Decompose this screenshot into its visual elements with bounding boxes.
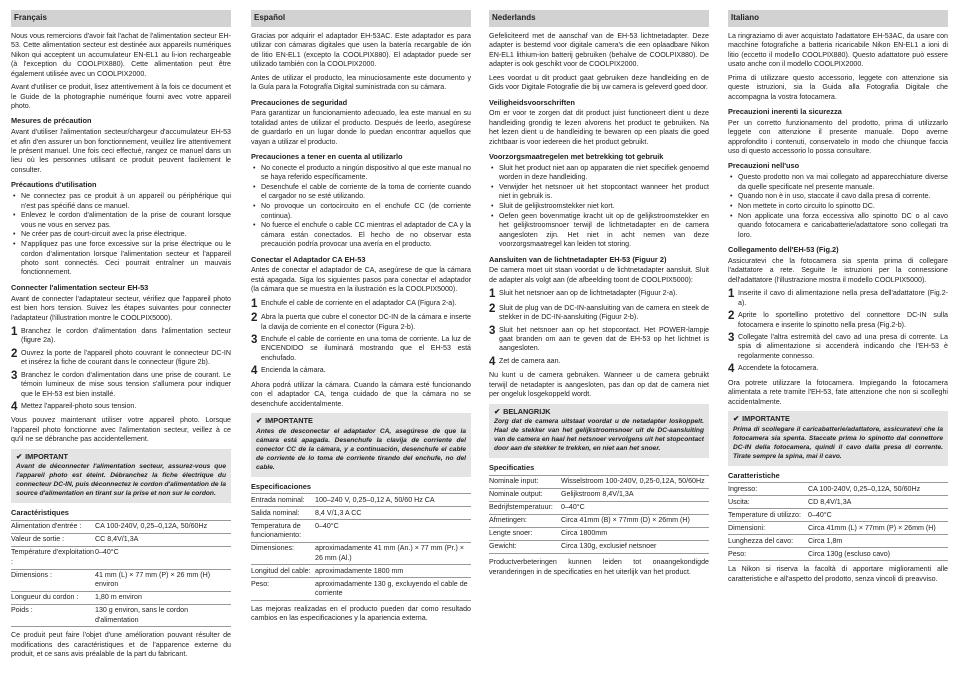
section-text: Avant de connecter l'adaptateur secteur, vérifiez que l'appareil photo est bien hors tension. Suivez les étapes suivantes pour connecter l'adaptateur (l'illustration montre le COOLPIX5000). [11,294,231,322]
section-heading: Aansluiten van de lichtnetadapter EH-53 (Figuur 2) [489,254,667,264]
table-row [11,569,231,591]
list-item: • No conecte el producto a ningún dispositivo al que este manual no se haya referido específicamente. [251,164,471,183]
spec-key: Afmetingen: [489,516,527,525]
spec-key: Nominale input: [489,477,539,486]
step-item [11,402,231,414]
spec-value: Circa 1800mm [561,529,608,538]
section-heading: Collegamento dell'EH-53 (Fig.2) [728,245,839,255]
list-item: • Sluit het product niet aan op apparaten die niet specifiek genoemd worden in deze handleiding. [489,164,709,183]
step-number: 3 [251,334,258,347]
table-row [11,546,231,568]
step-item [11,327,231,346]
table-row [11,591,231,604]
table-row [728,508,948,521]
spec-value: CD 8,4V/1,3A [808,497,852,506]
spec-key: Longitud del cable: [251,566,311,575]
section-text: Nu kunt u de camera gebruiken. Wanneer u de camera gebruikt terwijl de netadapter is aangesloten, pas dan op dat de camera niet per ongeluk losgekoppeld wordt. [489,371,709,399]
step-number: 4 [251,365,258,378]
table-row [489,475,709,488]
step-item [11,349,231,368]
spec-value: Circa 41mm (L) × 77mm (P) × 26mm (H) [808,523,936,532]
spec-table [728,482,948,561]
step-item [728,289,948,308]
table-row [489,514,709,527]
spec-value: CA 100-240V, 0,25–0,12A, 50/60Hz [808,484,921,493]
list-item: • Questo prodotto non va mai collegato ad apparecchiature diverse da quelle specificate nel presente manuale. [728,173,948,192]
step-text: Branchez le cordon d'alimentation dans l'alimentation secteur (figure 2a). [21,326,231,345]
spec-key: Dimensioni: [728,523,766,532]
list-item: • No provoque un cortocircuito en el enchufe CC (de corriente continua). [251,202,471,221]
section-text: Per un corretto funzionamento del prodotto, prima di utilizzarlo leggete con attenzione il presente manuale. Dopo averne approfondito i contenuti, conservatelo in modo che chiunque faccia uso di questo accessorio lo possa consultare. [728,118,948,156]
spec-value: aproximadamente 130 g, excluyendo el cable de corriente [315,579,468,598]
table-row [251,506,471,519]
important-title: IMPORTANTE [742,414,790,423]
spec-value: CC 8,4V/1,3A [95,535,139,544]
table-row [489,501,709,514]
footer-text: Ce produit peut faire l'objet d'une amélioration pouvant résulter de modifications des caractéristiques et de l'apparence externe du produit, et ce sans avis préalable de la part du fabricant. [11,631,231,659]
step-text: Branchez le cordon d'alimentation dans une prise de courant. Le témoin lumineux de mise sous tension s'allumera pour indiquer que le EH-53 est bien installé. [21,370,231,398]
list-item: • Quando non è in uso, staccate il cavo dalla presa di corrente. [728,192,948,201]
spec-value: 41 mm (L) × 77 mm (P) × 26 mm (H) environ [95,570,211,589]
spec-key: Peso: [728,549,747,558]
intro-paragraph: Prima di utilizzare questo accessorio, leggete con attenzione sia queste istruzioni, sia la Guida alla Fotografia Digitale che accompagna la vostra fotocamera. [728,73,948,101]
important-box [728,411,948,466]
checkmark-icon: ✔ [16,451,23,461]
step-number: 2 [11,347,18,360]
step-number: 1 [11,325,18,338]
step-text: Accendete la fotocamera. [738,364,819,373]
spec-key: Peso: [251,579,270,588]
step-number: 4 [489,355,496,368]
section-heading: Precauciones de seguridad [251,97,348,107]
important-box [489,404,709,459]
section-text: Assicuratevi che la fotocamera sia spenta prima di collegare l'adattatore a rete. Seguite le istruzioni per la connessione dell'adattatore (l'illustrazione mostra il modello COOLPIX5000). [728,257,948,284]
important-text: Avant de déconnecter l'alimentation secteur, assurez-vous que l'appareil photo est éteint. Débranchez la fiche électrique du connecteur DC-IN, puis déconnectez le cordon d'alimentation de la source d'alimentation en tirant sur la prise et non sur le cordon. [16,463,226,498]
intro-paragraph: La ringraziamo di aver acquistato l'adattatore EH-53AC, da usare con macchine fotografiche a batteria ricaricabile Nikon EN-EL1 a ioni di litio (eccetto il modello COOLPIX880). Questo adattatore può essere usato anche con il modello COOLPIX2000. [728,32,948,69]
spec-value: 130 g environ, sans le cordon d'alimentation [95,606,189,624]
table-row [251,493,471,506]
section-text: Antes de conectar el adaptador de CA, asegúrese de que la cámara está apagada. Siga los siguientes pasos para conectar el adaptador (la cámara que se muestra en la ilustración es la COOLPIX5000). [251,266,471,294]
step-item [489,326,709,354]
table-row [489,540,709,554]
spec-table [11,520,231,627]
language-header: Español [251,10,471,27]
step-text: Sluit het netsnoer aan op het stopcontact. Het POWER-lampje gaat branden om aan te geven dat de EH-53 op het lichtnet is aangesloten. [499,325,709,353]
language-header: Nederlands [489,10,709,27]
section-heading: Precauciones a tener en cuenta al utilizarlo [251,152,403,162]
spec-value: Circa 41mm (B) × 77mm (D) × 26mm (H) [561,516,690,525]
section-heading: Precauzioni nell'uso [728,161,800,171]
step-number: 3 [11,369,18,382]
list-item: • Enlevez le cordon d'alimentation de la prise de courant lorsque vous ne vous en servez pas. [11,211,231,230]
step-text: Ouvrez la porte de l'appareil photo couvrant le connecteur DC-IN et insérez la fiche de courant dans le connecteur (figure 2b). [21,348,231,367]
step-text: Abra la puerta que cubre el conector DC-IN de la cámara e inserte la clavija de corriente en el conector (Figura 2-b). [261,313,471,331]
section-heading: Veiligheidsvoorschriften [489,97,575,107]
step-number: 2 [251,312,258,325]
step-item [251,366,471,378]
spec-value: aproximadamente 1800 mm [315,566,404,575]
intro-paragraph: Lees voordat u dit product gaat gebruiken deze handleiding en de Gids voor Digitale Fotografie die bij uw camera is geleverd goed door. [489,73,709,92]
list-item: • N'appliquez pas une force excessive sur la prise électrique ou le cordon d'alimentation lorsque l'alimentation secteur et l'appareil photo sont connectés. Ceci pourrait entraîner un mauvais fonctionnement. [11,240,231,278]
section-heading: Connecter l'alimentation secteur EH-53 [11,282,149,292]
column-francais [11,10,231,664]
list-item: • No fuerce el enchufe o cable CC mientras el adaptador de CA y la cámara están conectados. El hecho de no observar esta precaución podría provocar una avería en el producto. [251,221,471,249]
spec-key: Entrada nominal: [251,495,305,504]
table-row [251,542,471,564]
list-item: • Desenchufe el cable de corriente de la toma de corriente cuando el cargador no se esté utilizando. [251,183,471,202]
spec-value: 1,80 m environ [95,593,142,602]
step-text: Inserite il cavo di alimentazione nella presa dell'adattatore (Fig.2-a). [738,289,948,307]
precaution-list [251,164,471,250]
checkmark-icon: ✔ [733,414,740,423]
step-item [728,333,948,361]
list-item: • Oefen geen bovenmatige kracht uit op de gelijkstroomstekker en het gelijkstroomsnoer terwijl de lichtnetadapter en de camera aangesloten zijn. Het niet in acht nemen van deze voorzorgsmaatregel kan leiden tot storing. [489,212,709,250]
step-number: 2 [728,310,735,323]
step-text: Enchufe el cable de corriente en una toma de corriente. La luz de ENCENDIDO se iluminará mostrando que el EH-53 está enchufado. [261,335,471,362]
section-text: Om er voor te zorgen dat dit product juist functioneert dient u deze handleiding grondig te lezen alvorens het product te gebruiken. Na het lezen dient u de handleiding te bewaren op een plaats die goed zichtbaar is voor iedereen die het product gebruikt. [489,109,709,146]
step-number: 4 [728,363,735,376]
step-number: 1 [728,288,735,301]
section-heading: Mesures de précaution [11,116,92,126]
step-item [251,335,471,363]
step-text: Enchufe el cable de corriente en el adaptador CA (Figura 2-a). [261,298,457,307]
step-item [489,357,709,369]
precaution-list [11,192,231,278]
table-row [489,488,709,501]
spec-value: 0–40°C [95,548,119,557]
intro-paragraph: Gefeliciteerd met de aanschaf van de EH-53 lichtnetadapter. Deze adapter is bestemd voor digitale camera's die een oplaadbare Nikon EN-EL1 lithium-ion batterij gebruiken (behalve de COOLPIX880). De adapter is ook geschikt voor de COOLPIX2000. [489,32,709,69]
spec-value: 0–40°C [315,521,339,530]
spec-table [251,493,471,600]
intro-paragraph: Avant d'utiliser ce produit, lisez attentivement à la fois ce document et le Guide de la photographie numérique fourni avec votre appareil photo. [11,83,231,110]
spec-key: Temperatura de funcionamiento: [251,521,302,540]
spec-value: 0–40°C [808,510,832,519]
table-row [11,520,231,533]
spec-table [489,475,709,554]
spec-key: Salida nominal: [251,508,300,517]
precaution-list [728,173,948,240]
step-text: Sluit de plug van de DC-IN-aansluiting van de camera en steek de stekker in de DC-IN-aansluiting (Figuur 2-b). [499,303,709,322]
spec-value: aproximadamente 41 mm (An.) × 77 mm (Pr.) × 26 mm (Al.) [315,544,465,562]
intro-paragraph: Nous vous remercions d'avoir fait l'achat de l'alimentation secteur EH-53. Cette alimentation secteur est destinée aux appareils numériques Nikon qui acceptent un accumulateur EN-EL1 au li-ion rechargeable (à l'exception du COOLPIX880). Cette alimentation peut être également utilisée avec un COOLPIX2000. [11,32,231,78]
list-item: • Non mettete in corto circuito lo spinotto DC. [728,202,948,211]
step-item [251,313,471,332]
spec-value: Circa 130g, exclusief netsnoer [561,542,657,551]
spec-key: Dimensions : [11,570,53,579]
section-text: Vous pouvez maintenant utiliser votre appareil photo. Lorsque l'appareil photo fonctionne avec l'alimentation secteur, veillez à ce qu'il ne se débranche pas accidentellement. [11,416,231,444]
step-number: 1 [489,288,496,301]
list-item: • Verwijder het netsnoer uit het stopcontact wanneer het product niet in gebruik is. [489,183,709,202]
step-item [728,311,948,330]
footer-text: La Nikon si riserva la facoltà di apportare miglioramenti alle caratteristiche e all'aspetto del prodotto, senza vincoli di preavviso. [728,565,948,583]
intro-paragraph: Antes de utilizar el producto, lea minuciosamente este documento y la Guía para la Fotografía Digital suministrada con su cámara. [251,73,471,92]
spec-key: Lengte snoer: [489,529,533,538]
step-item [489,304,709,323]
spec-key: Gewicht: [489,542,517,551]
step-text: Mettez l'appareil-photo sous tension. [21,401,137,410]
table-row [728,547,948,561]
section-heading: Specificaties [489,463,535,473]
important-box [251,413,471,476]
spec-key: Dimensiones: [251,544,294,553]
footer-text: Productverbeteringen kunnen leiden tot onaangekondigde veranderingen in de specificaties en het uiterlijk van het product. [489,558,709,576]
section-heading: Conectar el Adaptador CA EH-53 [251,254,366,264]
step-number: 3 [728,331,735,344]
spec-value: Wisselstroom 100-240V, 0,25-0,12A, 50/60Hz [561,477,705,486]
step-item [251,299,471,311]
section-text: Para garantizar un funcionamiento adecuado, lea este manual en su totalidad antes de utilizar el producto. Después de leerlo, asegúrese de guardarlo en un lugar donde lo puedan encontrar aquellos que vayan a utilizar el producto. [251,109,471,146]
column-espanol [251,10,471,628]
column-italiano [728,10,948,588]
step-text: Zet de camera aan. [499,356,561,365]
spec-key: Lunghezza del cavo: [728,536,794,545]
spec-key: Bedrijfstemperatuur: [489,503,553,512]
section-text: Avant d'utiliser l'alimentation secteur/chargeur d'accumulateur EH-53 et afin d'en assurer un bon fonctionnement, veuillez lire attentivement le présent manuel. Une fois ceci effectué, rangez ce manuel dans un lieu où les personnes utilisant ce produit peuvent facilement le consulter. [11,128,231,174]
section-heading: Précautions d'utilisation [11,180,97,190]
list-item: • Non applicate una forza eccessiva allo spinotto DC o al cavo quando fotocamera e caricabatterie/adattatore sono collegati tra loro. [728,212,948,240]
spec-key: Temperature di utilizzo: [728,510,801,519]
list-item: • Sluit de gelijkstroomstekker niet kort. [489,202,709,211]
section-text: De camera moet uit staan voordat u de lichtnetadapter aansluit. Sluit de adapter als volgt aan (de afbeelding toont de COOLPIX5000): [489,266,709,284]
step-number: 4 [11,400,18,413]
important-title: IMPORTANT [25,451,68,461]
spec-key: Ingresso: [728,484,758,493]
checkmark-icon: ✔ [256,416,263,426]
spec-value: Gelijkstroom 8,4V/1,3A [561,490,634,499]
table-row [251,564,471,577]
spec-value: Circa 1,8m [808,536,843,545]
table-row [728,482,948,495]
list-item: • Ne connectez pas ce produit à un appareil ou périphérique qui n'est pas spécifié dans ce manuel. [11,192,231,211]
spec-value: 0–40°C [561,503,585,512]
important-box [11,449,231,504]
language-header: Français [11,10,231,27]
step-number: 2 [489,302,496,315]
step-text: Collegate l'altra estremità del cavo ad una presa di corrente. La spia di alimentazione si accenderà indicando che l'EH-53 è regolarmente connesso. [738,332,948,360]
step-item [728,364,948,376]
important-text: Prima di scollegare il caricabatterie/adattatore, assicuratevi che la fotocamera sia spenta. Staccate prima lo spinotto dal connettore DC-IN della fotocamera, quindi il cavo dalla presa di corrente. Tirate sempre la spina, mai il cavo. [733,425,943,460]
checkmark-icon: ✔ [494,406,501,416]
step-item [11,371,231,399]
step-text: Encienda la cámara. [261,366,326,375]
step-text: Sluit het netsnoer aan op de lichtnetadapter (Figuur 2-a). [499,289,678,298]
section-heading: Especificaciones [251,481,311,491]
important-title: IMPORTANTE [265,416,313,426]
step-number: 3 [489,324,496,337]
section-heading: Caratteristiche [728,470,780,480]
table-row [11,604,231,627]
section-text: Ora potrete utilizzare la fotocamera. Impiegando la fotocamera alimentata a rete tramite l'EH-53, fate attenzione che non si scolleghi accidentalmente. [728,378,948,406]
language-header: Italiano [728,10,948,27]
spec-value: Circa 130g (escluso cavo) [808,549,891,558]
spec-key: Valeur de sortie : [11,535,65,544]
column-nederlands [489,10,709,581]
table-row [489,527,709,540]
intro-paragraph: Gracias por adquirir el adaptador EH-53AC. Este adaptador es para utilizar con cámaras digitales que usen la batería recargable de ión de litio EN-EL1 (excepto la COOLPIX880). El adaptador puede ser utilizado también con la COOLPIX2000. [251,32,471,69]
spec-key: Longueur du cordon : [11,593,79,602]
important-text: Zorg dat de camera uitstaat voordat u de netadapter loskoppelt. Haal de stekker van het gelijkstroomsnoer uit de DC-aansluiting van de camera en haal het netsnoer vervolgens uit het stopcontact door aan de stekker te trekken, en niet aan het snoer. [494,418,704,453]
section-heading: Caractéristiques [11,508,69,518]
precaution-list [489,164,709,250]
important-title: BELANGRIJK [503,406,551,416]
spec-key: Nominale output: [489,490,543,499]
table-row [251,519,471,541]
footer-text: Las mejoras realizadas en el producto pueden dar como resultado cambios en las especificaciones y la apariencia externa. [251,604,471,623]
section-text: Ahora podrá utilizar la cámara. Cuando la cámara esté funcionando con el adaptador CA, tenga cuidado de que la cámara no se desenchufe accidentalmente. [251,380,471,408]
spec-key: Poids : [11,606,33,615]
spec-key: Uscita: [728,497,750,506]
spec-key: Alimentation d'entrée : [11,522,82,531]
step-text: Aprite lo sportellino protettivo del connettore DC-IN sulla fotocamera e inserite lo spinotto nella presa (Fig.2-b). [738,311,948,329]
section-heading: Voorzorgsmaatregelen met betrekking tot gebruik [489,152,664,162]
table-row [728,495,948,508]
spec-value: CA 100-240V, 0,25–0,12A, 50/60Hz [95,522,208,531]
spec-key: Température d'exploitation : [11,548,94,566]
list-item: • Ne créer pas de court-circuit avec la prise électrique. [11,230,231,239]
step-item [489,289,709,301]
step-number: 1 [251,297,258,310]
table-row [728,534,948,547]
table-row [251,577,471,600]
spec-value: 100–240 V, 0,25–0,12 A, 50/60 Hz CA [315,495,435,504]
spec-value: 8,4 V/1,3 A CC [315,508,362,517]
table-row [728,521,948,534]
section-heading: Precauzioni inerenti la sicurezza [728,106,842,116]
table-row [11,533,231,546]
important-text: Antes de desconectar el adaptador CA, asegúrese de que la cámara está apagada. Desenchufe la clavija de corriente del conector CC de la cámara, y a continuación, desenchufe el cable de corriente de lo toma de corriente tirando del enchufe, no del cable. [256,427,466,471]
